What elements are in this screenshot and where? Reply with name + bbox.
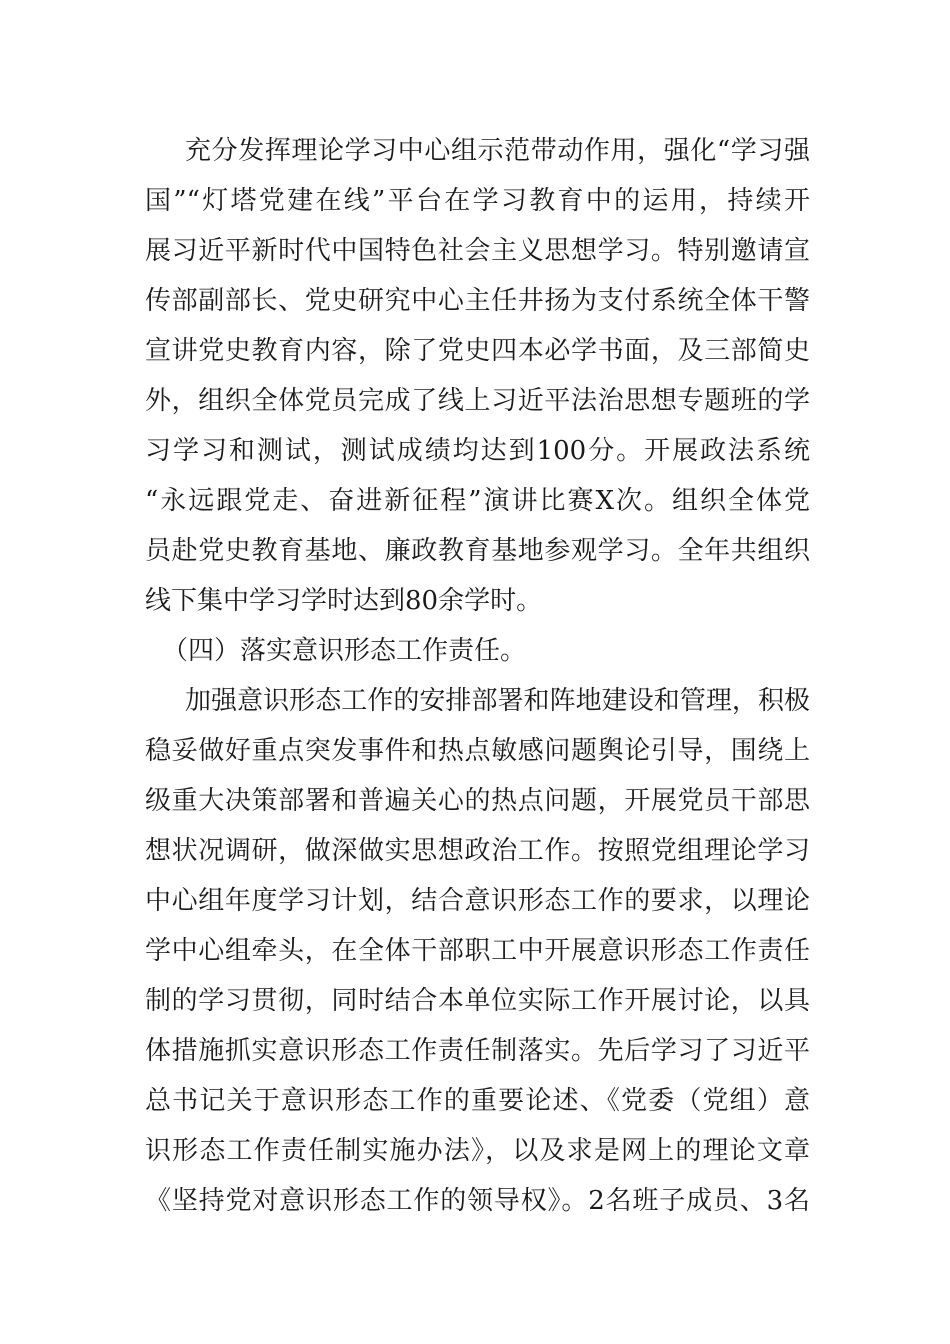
paragraph-1-line-2: 国”“灯塔党建在线”平台在学习教育中的运用，持续开 bbox=[145, 186, 810, 216]
paragraph-2-line-1: 加强意识形态工作的安排部署和阵地建设和管理，积极 bbox=[185, 686, 810, 716]
paragraph-2-line-11: 《坚持党对意识形态工作的领导权》。2名班子成员、3名 bbox=[145, 1186, 810, 1216]
paragraph-1-line-6: 外，组织全体党员完成了线上习近平法治思想专题班的学 bbox=[145, 386, 810, 416]
paragraph-1-line-10: 线下集中学习学时达到80余学时。 bbox=[145, 586, 543, 616]
paragraph-1-line-3: 展习近平新时代中国特色社会主义思想学习。特别邀请宣 bbox=[145, 236, 810, 266]
paragraph-2-line-8: 体措施抓实意识形态工作责任制落实。先后学习了习近平 bbox=[145, 1036, 810, 1066]
paragraph-1-line-8: “永远跟党走、奋进新征程”演讲比赛X次。组织全体党 bbox=[145, 486, 810, 516]
paragraph-2-line-10: 识形态工作责任制实施办法》，以及求是网上的理论文章 bbox=[145, 1136, 810, 1166]
paragraph-2-line-6: 学中心组牵头，在全体干部职工中开展意识形态工作责任 bbox=[145, 936, 810, 966]
paragraph-2-line-3: 级重大决策部署和普遍关心的热点问题，开展党员干部思 bbox=[145, 786, 810, 816]
paragraph-1-line-1: 充分发挥理论学习中心组示范带动作用，强化“学习强 bbox=[185, 136, 810, 166]
paragraph-2-line-5: 中心组年度学习计划，结合意识形态工作的要求，以理论 bbox=[145, 886, 810, 916]
paragraph-1-line-7: 习学习和测试，测试成绩均达到100分。开展政法系统 bbox=[145, 436, 810, 466]
paragraph-2-line-2: 稳妥做好重点突发事件和热点敏感问题舆论引导，围绕上 bbox=[145, 736, 810, 766]
section-heading: （四）落实意识形态工作责任。 bbox=[162, 636, 527, 666]
paragraph-2-line-7: 制的学习贯彻，同时结合本单位实际工作开展讨论，以具 bbox=[145, 986, 810, 1016]
paragraph-2-line-4: 想状况调研，做深做实思想政治工作。按照党组理论学习 bbox=[145, 836, 810, 866]
paragraph-2-line-9: 总书记关于意识形态工作的重要论述、《党委（党组）意 bbox=[145, 1086, 810, 1116]
paragraph-1-line-5: 宣讲党史教育内容，除了党史四本必学书面，及三部简史 bbox=[145, 336, 810, 366]
paragraph-1-line-4: 传部副部长、党史研究中心主任井扬为支付系统全体干警 bbox=[145, 286, 810, 316]
paragraph-1-line-9: 员赴党史教育基地、廉政教育基地参观学习。全年共组织 bbox=[145, 536, 810, 566]
